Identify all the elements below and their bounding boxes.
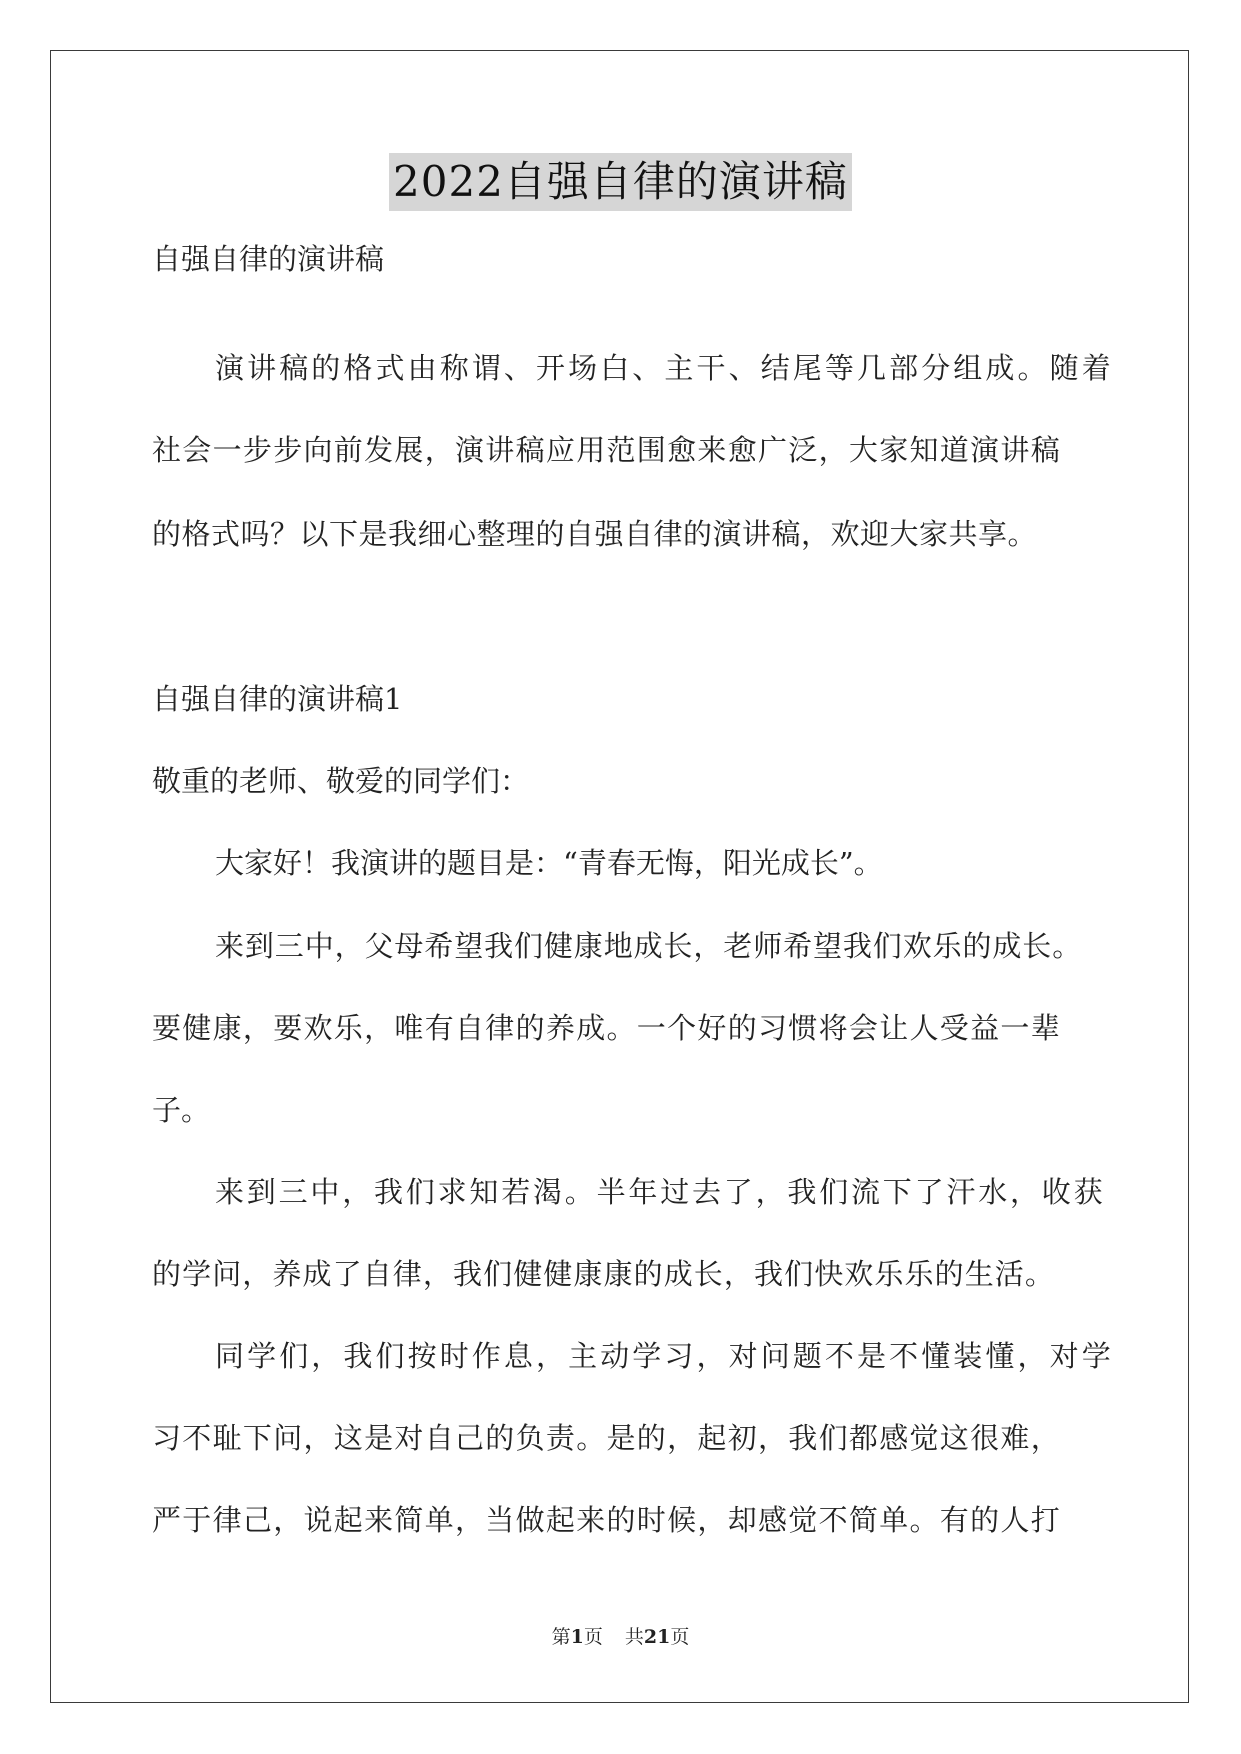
paragraph-line: 大家好！我演讲的题目是：“青春无悔，阳光成长”。: [215, 846, 883, 880]
title-container: [0, 153, 1241, 211]
paragraph-line: 来到三中，父母希望我们健康地成长，老师希望我们欢乐的成长。: [215, 929, 1083, 963]
page-total: 21: [643, 1626, 671, 1648]
total-prefix: 共: [624, 1626, 644, 1648]
page-suffix: 页: [583, 1626, 603, 1648]
paragraph-line: 演讲稿的格式由称谓、开场白、主干、结尾等几部分组成。随着: [215, 351, 1114, 385]
paragraph-line: 的格式吗？以下是我细心整理的自强自律的演讲稿，欢迎大家共享。: [152, 517, 1038, 551]
paragraph-line: 的学问，养成了自律，我们健健康康的成长，我们快欢乐乐的生活。: [152, 1257, 1056, 1291]
page-footer: [0, 1624, 1241, 1650]
subtitle-line: 自强自律的演讲稿: [152, 242, 385, 276]
paragraph-line: 同学们，我们按时作息，主动学习，对问题不是不懂装懂，对学: [215, 1339, 1114, 1373]
total-suffix: 页: [670, 1626, 690, 1648]
salutation-line: 敬重的老师、敬爱的同学们：: [152, 764, 530, 798]
page-prefix: 第: [551, 1626, 571, 1648]
paragraph-line: 社会一步步向前发展，演讲稿应用范围愈来愈广泛，大家知道演讲稿: [152, 433, 1062, 467]
paragraph-line: 严于律己，说起来简单，当做起来的时候，却感觉不简单。有的人打: [152, 1503, 1062, 1537]
paragraph-line: 习不耻下问，这是对自己的负责。是的，起初，我们都感觉这很难，: [152, 1421, 1062, 1455]
paragraph-line: 要健康，要欢乐，唯有自律的养成。一个好的习惯将会让人受益一辈: [152, 1011, 1062, 1045]
paragraph-line: 子。: [152, 1093, 211, 1127]
section-heading: 自强自律的演讲稿1: [152, 682, 403, 716]
page-number: 1: [570, 1626, 584, 1648]
document-title: 2022自强自律的演讲稿: [389, 153, 852, 211]
paragraph-line: 来到三中，我们求知若渴。半年过去了，我们流下了汗水，收获: [215, 1175, 1106, 1209]
